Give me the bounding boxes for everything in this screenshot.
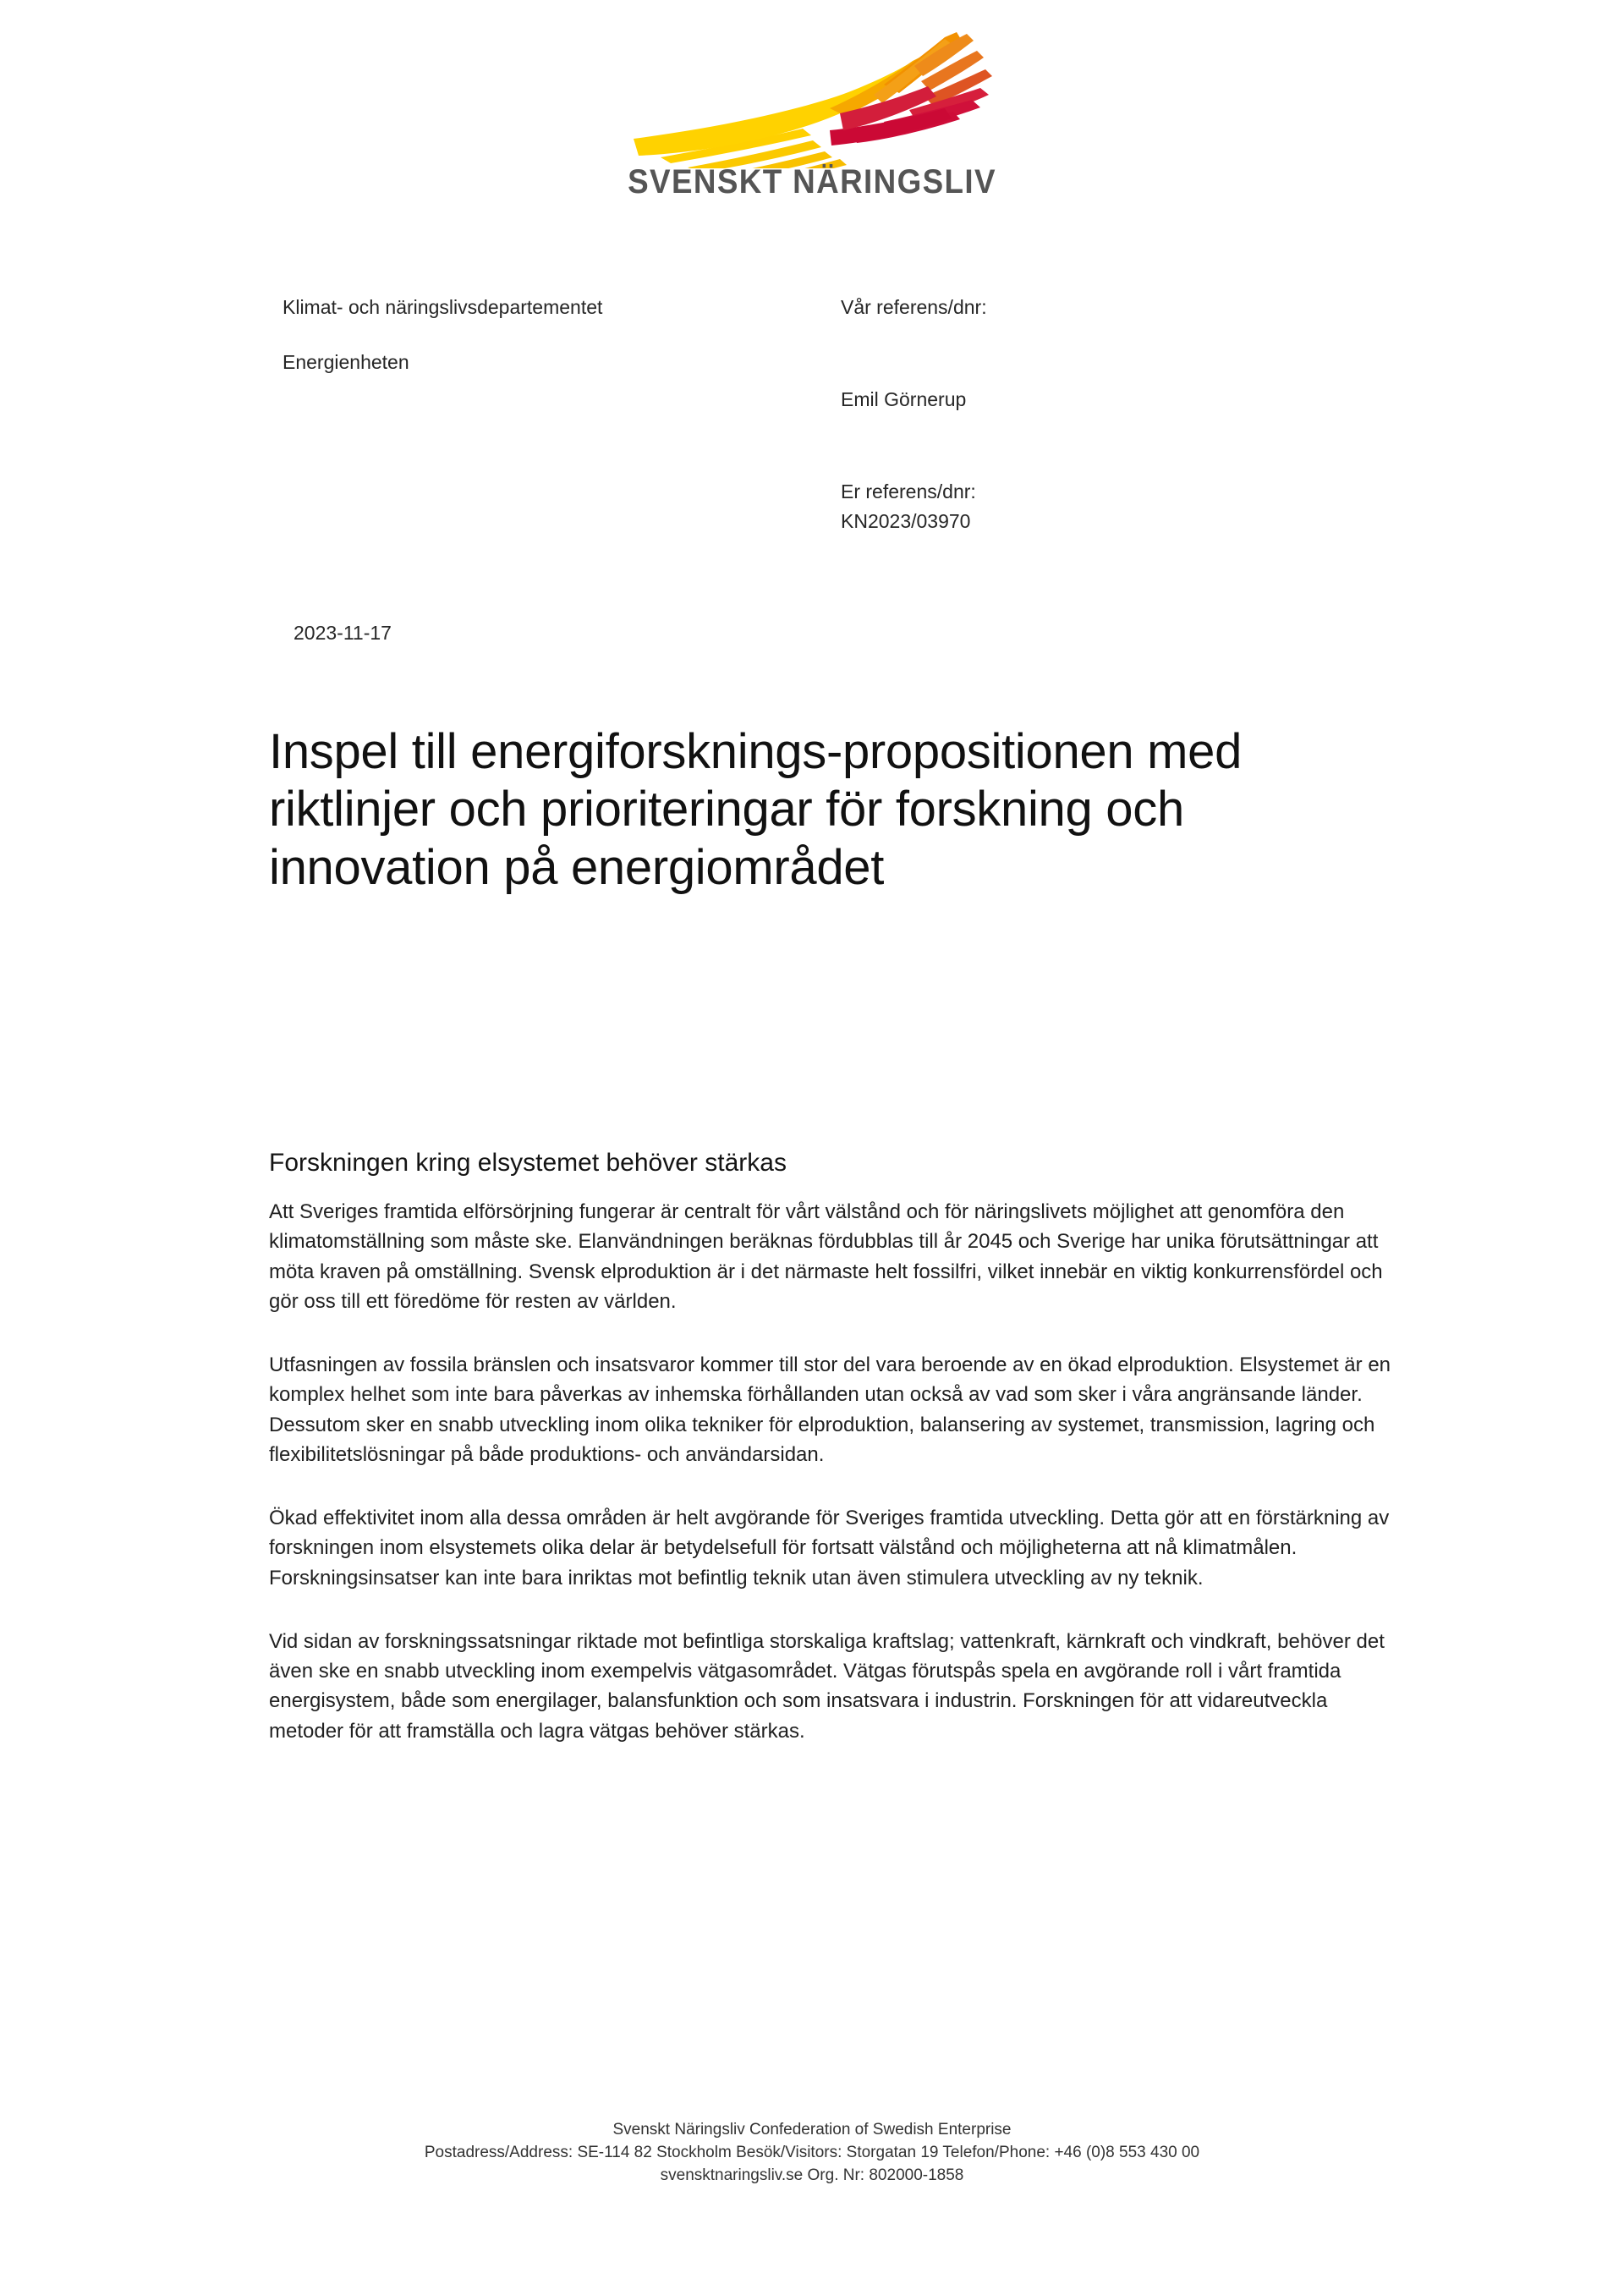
your-reference-label: Er referens/dnr: [841, 480, 976, 502]
reference-spacer [841, 353, 1382, 390]
reference-block [841, 298, 1382, 567]
document-body [269, 1148, 1394, 1746]
document-date: 2023-11-17 [294, 622, 392, 644]
footer-address: Postadress/Address: SE-114 82 Stockholm Besök/Visitors: Storgatan 19 Telefon/Phone: +46 (0)8 553 430 00 [424, 2143, 1200, 2161]
recipient-department: Klimat- och näringslivsdepartementet [283, 296, 603, 318]
reference-spacer-2 [841, 445, 1382, 482]
body-paragraph: Vid sidan av forskningssatsningar riktade mot befintliga storskaliga kraftslag; vattenkraft, kärnkraft och vindkraft, behöver det även ske en snabb utveckling inom exempelvis vätgasområdet. Vätgas förutspås spela en avgörande roll i vårt framtida energisystem, både som energilager, balansfunktion och som insatsvara i industrin. Forskningen för att vidareutveckla metoder för att framställa och lagra vätgas behöver stärkas. [269, 1629, 1385, 1743]
recipient-unit: Energienheten [283, 351, 409, 373]
body-paragraph: Utfasningen av fossila bränslen och insatsvaror kommer till stor del vara beroende av en ökad elproduktion. Elsystemet är en komplex helhet som inte bara påverkas av inhemska förhållanden utan också av vad som sker i våra angränsande länder. Dessutom sker en snabb utveckling inom olika tekniker för elproduktion, balansering av systemet, transmission, lagring och flexibilitetslösningar på både produktions- och användarsidan. [269, 1353, 1391, 1466]
our-reference-label: Vår referens/dnr: [841, 296, 987, 318]
recipient-block [283, 298, 841, 408]
page-footer [0, 2119, 1624, 2188]
page-title: Inspel till energiforsknings-propositionen med riktlinjer och prioriteringar för forskning och innovation på energiområdet [269, 724, 1243, 895]
brand-logo [0, 29, 1624, 201]
letter-header [283, 298, 1382, 567]
section-heading: Forskningen kring elsystemet behöver stärkas [269, 1149, 787, 1177]
body-paragraph: Att Sveriges framtida elförsörjning fungerar är centralt för vårt välstånd och för näringslivets möjlighet att genomföra den klimatomställning som måste ske. Elanvändningen beräknas fördubblas till år 2045 och Sverige har unika förutsättningar att möta kraven på omställning. Svensk elproduktion är i det närmaste helt fossilfri, vilket innebär en viktig konkurrensfördel och gör oss till ett föredöme för resten av världen. [269, 1200, 1383, 1313]
footer-web-org-nr: svensktnaringsliv.se Org. Nr: 802000-1858 [660, 2166, 964, 2184]
your-reference-value: KN2023/03970 [841, 510, 971, 532]
body-paragraph: Ökad effektivitet inom alla dessa områden är helt avgörande för Sveriges framtida utveckling. Detta gör att en förstärkning av forskningen inom elsystemets olika delar är betydelsefull för fortsatt välstånd och möjligheterna att nå klimatmålen. Forskningsinsatser kan inte bara inriktas mot befintlig teknik utan även stimulera utveckling av ny teknik. [269, 1507, 1390, 1589]
brand-wordmark: SVENSKT NÄRINGSLIV [628, 163, 996, 200]
footer-org-name: Svenskt Näringsliv Confederation of Swedish Enterprise [612, 2121, 1012, 2139]
our-reference-name: Emil Görnerup [841, 388, 967, 410]
wing-logo-icon [630, 29, 994, 168]
